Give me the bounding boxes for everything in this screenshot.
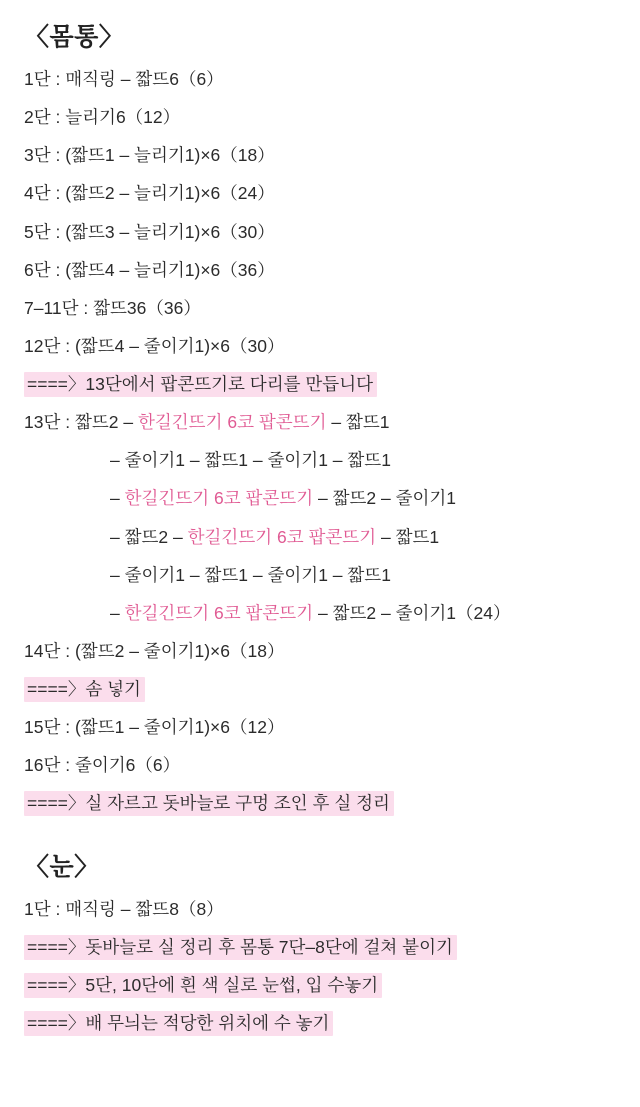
note-row xyxy=(24,1010,616,1037)
pattern-row-continued xyxy=(24,562,616,589)
row-text: – xyxy=(110,602,125,623)
note-row xyxy=(24,371,616,398)
row-text: – 줄이기1 – 짧뜨1 – 줄이기1 – 짧뜨1 xyxy=(110,450,391,471)
pattern-row: 3단 : (짧뜨1 – 늘리기1)×6（18） xyxy=(24,145,275,166)
note-row xyxy=(24,972,616,999)
row-text-accent: 한길긴뜨기 6코 팝콘뜨기 xyxy=(124,488,314,509)
section-title-body: 〈몸통〉 xyxy=(24,23,125,51)
pattern-row: 5단 : (짧뜨3 – 늘리기1)×6（30） xyxy=(24,221,275,242)
pattern-row: 6단 : (짧뜨4 – 늘리기1)×6（36） xyxy=(24,259,275,280)
section-title-eyes: 〈눈〉 xyxy=(24,852,100,881)
pattern-row: 12단 : (짧뜨4 – 줄이기1)×6（30） xyxy=(24,335,285,356)
row-text: – 짧뜨2 – xyxy=(110,526,188,547)
pattern-row: 14단 : (짧뜨2 – 줄이기1)×6（18） xyxy=(24,640,285,661)
highlighted-note: ====〉돗바늘로 실 정리 후 몸통 7단–8단에 걸쳐 붙이기 xyxy=(24,935,457,960)
pattern-row: 7–11단 : 짧뜨36（36） xyxy=(24,297,201,318)
note-row xyxy=(24,676,616,703)
pattern-row: 4단 : (짧뜨2 – 늘리기1)×6（24） xyxy=(24,183,275,204)
row-text: – 줄이기1 – 짧뜨1 – 줄이기1 – 짧뜨1 xyxy=(110,564,391,585)
row-text-accent: 한길긴뜨기 6코 팝콘뜨기 xyxy=(137,412,327,433)
note-row xyxy=(24,934,616,961)
pattern-row-continued xyxy=(24,524,616,551)
row-text: – 짧뜨1 xyxy=(326,412,390,433)
pattern-row: 15단 : (짧뜨1 – 줄이기1)×6（12） xyxy=(24,717,285,738)
note-row xyxy=(24,790,616,817)
row-text: – 짧뜨2 – 줄이기1 xyxy=(313,488,457,509)
row-text: – 짧뜨1 xyxy=(376,526,440,547)
highlighted-note: ====〉솜 넣기 xyxy=(24,677,145,702)
row-text: – xyxy=(110,488,125,509)
highlighted-note: ====〉5단, 10단에 흰 색 실로 눈썹, 입 수놓기 xyxy=(24,973,382,998)
pattern-row: 2단 : 늘리기6（12） xyxy=(24,107,181,128)
highlighted-note: ====〉실 자르고 돗바늘로 구멍 조인 후 실 정리 xyxy=(24,791,394,816)
highlighted-note: ====〉배 무늬는 적당한 위치에 수 놓기 xyxy=(24,1011,333,1036)
pattern-row: 16단 : 줄이기6（6） xyxy=(24,755,181,776)
row-text: – 짧뜨2 – 줄이기1（24） xyxy=(313,602,511,623)
row-text-accent: 한길긴뜨기 6코 팝콘뜨기 xyxy=(124,602,314,623)
row-text: 13단 : 짧뜨2 – xyxy=(24,412,138,433)
pattern-row-continued xyxy=(24,447,616,474)
pattern-row-continued xyxy=(24,485,616,512)
highlighted-note: ====〉13단에서 팝콘뜨기로 다리를 만듭니다 xyxy=(24,372,377,397)
pattern-row: 1단 : 매직링 – 짧뜨8（8） xyxy=(24,898,224,919)
pattern-row: 1단 : 매직링 – 짧뜨6（6） xyxy=(24,69,224,89)
row-text-accent: 한길긴뜨기 6코 팝콘뜨기 xyxy=(187,526,377,547)
pattern-row xyxy=(24,409,616,436)
pattern-row-continued xyxy=(24,600,616,627)
